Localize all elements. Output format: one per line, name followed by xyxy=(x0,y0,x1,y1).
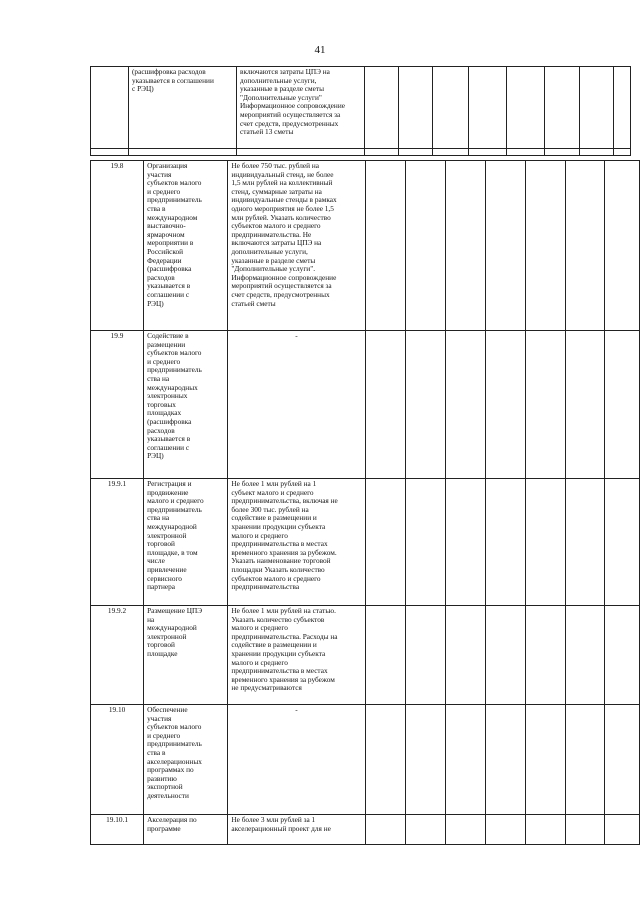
cell-num: 19.9.1 xyxy=(91,479,144,606)
cell-num: 19.10.1 xyxy=(91,815,144,845)
cell-empty xyxy=(580,67,614,149)
table-row xyxy=(91,161,640,331)
cell-condition: Не более 750 тыс. рублей на индивидуальный стенд, не более 1,5 млн рублей на коллективный стенд, суммарные затраты на индивидуальные стенды в рамках одного мероприятия не более 1,5 млн рублей. Указать количество субъектов малого и среднего предпринимательства. Не включаются затраты ЦПЭ на дополнительные услуги, указанные в разделе сметы "Дополнительные услуги". Информационное сопровождение мероприятий осуществляется за счет средств, предусмотренных статьей сметы xyxy=(228,161,365,331)
cell-name: Организация участия субъектов малого и среднего предприниматель ства в международном выставочно- ярмарочном мероприятии в Российской Федерации (расшифровка расходов указывается в соглашении с РЭЦ) xyxy=(144,161,228,331)
table-row-separator xyxy=(91,149,631,156)
cell-num: 19.10 xyxy=(91,705,144,815)
table-row xyxy=(91,67,631,149)
cell-condition: Не более 3 млн рублей за 1 акселерационный проект для не xyxy=(228,815,365,845)
cell-name: (расшифровка расходов указывается в соглашении с РЭЦ) xyxy=(129,67,237,149)
cell-num: 19.8 xyxy=(91,161,144,331)
cell-name: Содействие в размещении субъектов малого и среднего предприниматель ства на международных электронных торговых площадках (расшифровка расходов указывается в соглашении с РЭЦ) xyxy=(144,331,228,479)
cell-condition: Не более 1 млн рублей на 1 субъект малого и среднего предпринимательства, включая не более 300 тыс. рублей на содействие в размещении и хранении продукции субъекта малого и среднего предпринимательства в местах временного хранения за рубежом. Указать наименование торговой площадки Указать количество субъектов малого и среднего предпринимательства xyxy=(228,479,365,606)
cell-empty xyxy=(469,67,507,149)
cell-num: 19.9.2 xyxy=(91,606,144,705)
cell-condition: включаются затраты ЦПЭ на дополнительные услуги, указанные в разделе сметы "Дополнительные услуги" Информационное сопровождение мероприятий осуществляется за счет средств, предусмотренных статьей 13 сметы xyxy=(237,67,365,149)
cell-condition: Не более 1 млн рублей на статью. Указать количество субъектов малого и среднего предпринимательства. Расходы на содействие в размещении и хранении продукции субъекта малого и среднего предпринимательства в местах временного хранения за рубежом не предусматриваются xyxy=(228,606,365,705)
cell-condition: - xyxy=(228,331,365,479)
cell-empty xyxy=(365,67,399,149)
cell-name: Регистрация и продвижение малого и среднего предприниматель ства на международной электронной торговой площадке, в том числе привлечение сервисного партнера xyxy=(144,479,228,606)
table-fragment-top xyxy=(90,66,631,156)
cell-name: Акселерация по программе xyxy=(144,815,228,845)
table-row xyxy=(91,331,640,479)
cell-empty xyxy=(614,67,631,149)
cell-num xyxy=(91,67,129,149)
cell-name: Обеспечение участия субъектов малого и среднего предприниматель ства в акселерационных программах по развитию экспортной деятельности xyxy=(144,705,228,815)
page-number: 41 xyxy=(314,44,326,56)
table-row xyxy=(91,705,640,815)
table-row xyxy=(91,606,640,705)
cell-name: Размещение ЦПЭ на международной электронной торговой площадке xyxy=(144,606,228,705)
table-row xyxy=(91,479,640,606)
cell-empty xyxy=(545,67,580,149)
cell-empty xyxy=(399,67,433,149)
table-row xyxy=(91,815,640,845)
table-main xyxy=(90,160,640,845)
cell-empty xyxy=(507,67,545,149)
cell-num: 19.9 xyxy=(91,331,144,479)
cell-condition: - xyxy=(228,705,365,815)
cell-empty xyxy=(433,67,469,149)
